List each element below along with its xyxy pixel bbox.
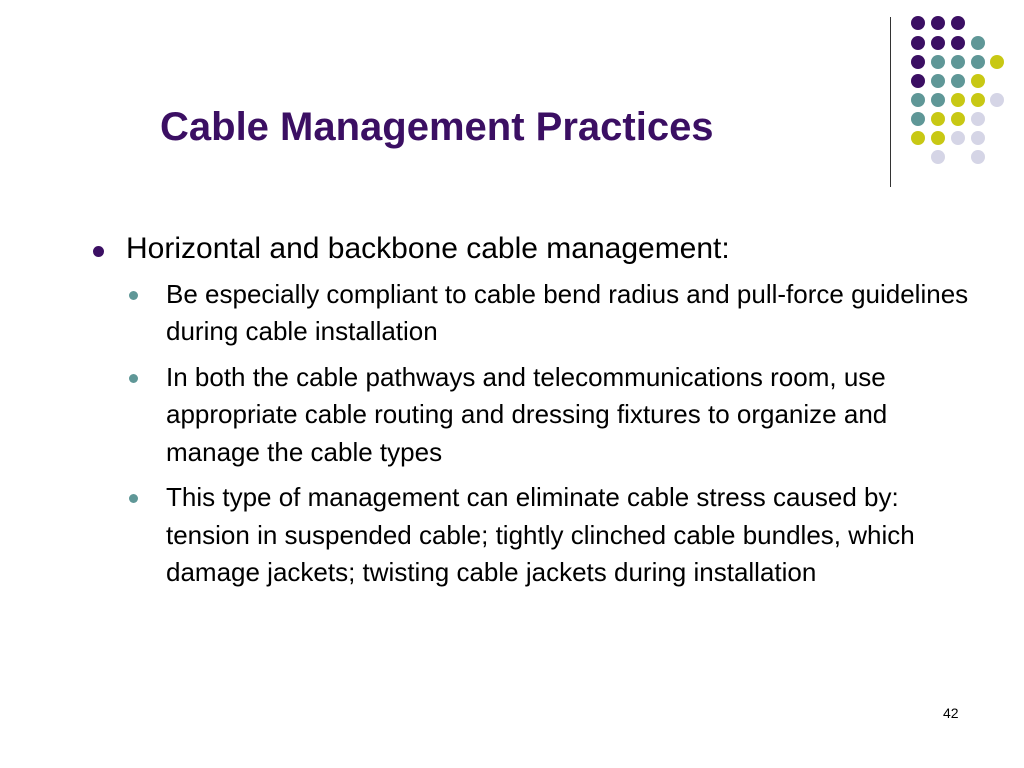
dot-purple: [931, 16, 945, 30]
bullet-text: Be especially compliant to cable bend radius and pull-force guidelines during cable installation: [166, 278, 969, 346]
dot-yellow: [971, 93, 985, 107]
bullet-level-2: [128, 479, 986, 592]
dot-yellow: [951, 112, 965, 126]
bullet-level-2: [128, 359, 986, 472]
dot-teal: [951, 55, 965, 69]
dot-purple: [911, 55, 925, 69]
dot-yellow: [951, 93, 965, 107]
bullet-dot-icon: [93, 246, 104, 257]
dot-lavender: [971, 112, 985, 126]
bullet-dot-icon: [129, 494, 138, 503]
dot-lavender: [990, 93, 1004, 107]
dot-teal: [931, 93, 945, 107]
dot-yellow: [911, 131, 925, 145]
bullet-text: In both the cable pathways and telecommunications room, use appropriate cable routing and dressing fixtures to organize and manage the cable types: [166, 361, 888, 467]
bullet-text: This type of management can eliminate cable stress caused by: tension in suspended cable; tightly clinched cable bundles, which damage jackets; twisting cable jackets during installation: [166, 482, 915, 587]
dot-lavender: [971, 131, 985, 145]
dot-purple: [911, 36, 925, 50]
slide-number: 42: [943, 705, 959, 721]
dot-lavender: [931, 150, 945, 164]
dot-teal: [931, 74, 945, 88]
bullet-level-1: [90, 230, 980, 268]
slide-title: Cable Management Practices: [160, 105, 714, 149]
dot-yellow: [931, 112, 945, 126]
dot-lavender: [971, 150, 985, 164]
dot-purple: [911, 74, 925, 88]
dot-purple: [911, 16, 925, 30]
bullet-level-2: [128, 276, 986, 351]
dot-teal: [911, 93, 925, 107]
dot-yellow: [990, 55, 1004, 69]
slide-content: [90, 230, 980, 600]
dot-teal: [971, 55, 985, 69]
divider-line: [890, 17, 891, 187]
bullet-text: Horizontal and backbone cable management:: [126, 232, 730, 265]
dot-teal: [931, 55, 945, 69]
dot-yellow: [971, 74, 985, 88]
dot-purple: [931, 36, 945, 50]
bullet-dot-icon: [129, 374, 138, 383]
dot-teal: [911, 112, 925, 126]
dot-lavender: [951, 131, 965, 145]
dot-teal: [971, 36, 985, 50]
bullet-dot-icon: [129, 291, 138, 300]
dot-purple: [951, 16, 965, 30]
dot-yellow: [931, 131, 945, 145]
dot-purple: [951, 36, 965, 50]
dot-teal: [951, 74, 965, 88]
